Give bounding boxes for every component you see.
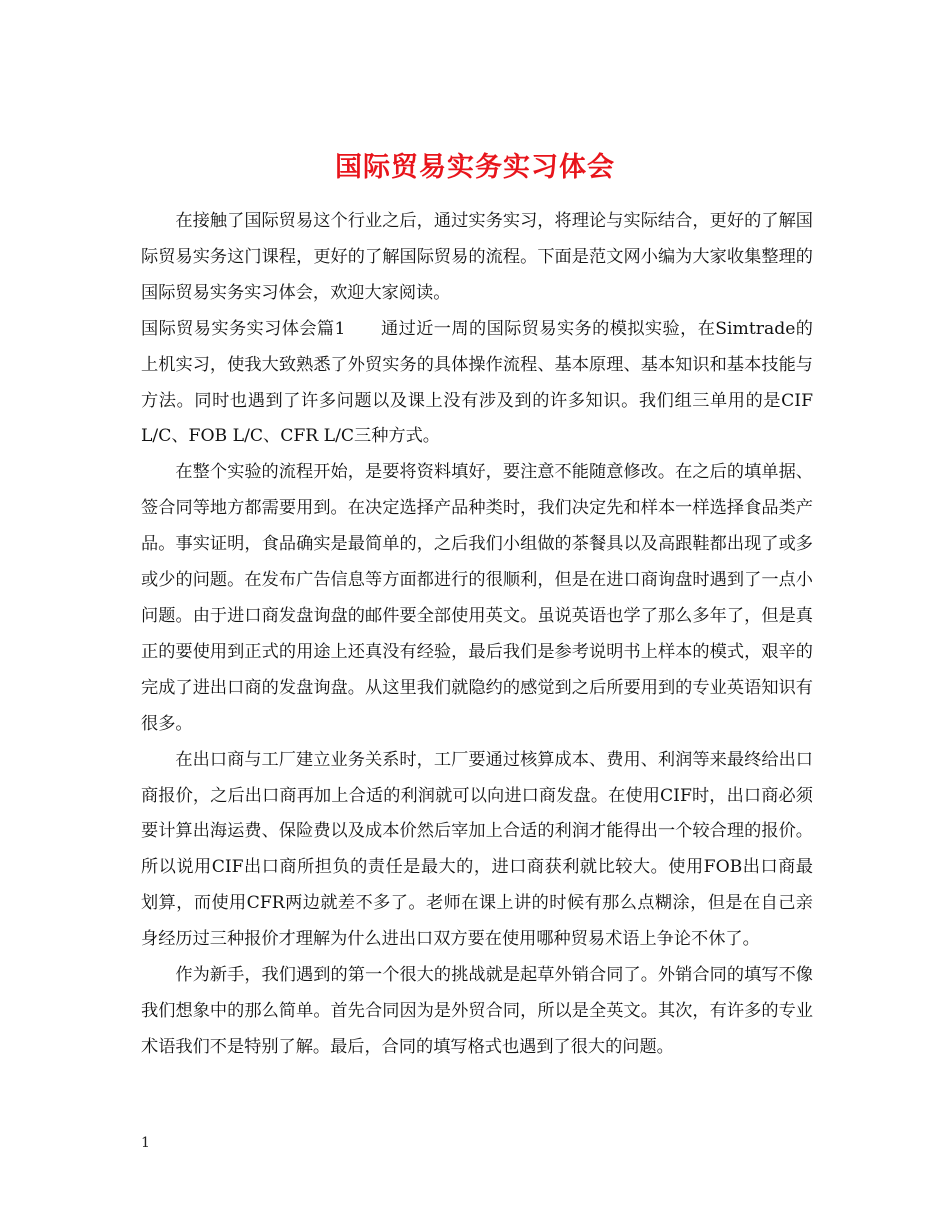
paragraph-quotation-terms: 在出口商与工厂建立业务关系时，工厂要通过核算成本、费用、利润等来最终给出口商报价，之后出口商再加上合适的利润就可以向进口商发盘。在使用CIF时，出口商必须要计算出海运费、保险费以及成本价然后宰加上合适的利润才能得出一个较合理的报价。所以说用CIF出口商所担负的责任是最大的，进口商获利就比较大。使用FOB出口商最划算，而使用CFR两边就差不多了。老师在课上讲的时候有那么点糊涂，但是在自己亲身经历过三种报价才理解为什么进出口双方要在使用哪种贸易术语上争论不休了。 <box>141 749 813 950</box>
paragraph-experiment-process: 在整个实验的流程开始，是要将资料填好，要注意不能随意修改。在之后的填单据、签合同等地方都需要用到。在决定选择产品种类时，我们决定先和样本一样选择食品类产品。事实证明，食品确实是最简单的，之后我们小组做的茶餐具以及高跟鞋都出现了或多或少的问题。在发布广告信息等方面都进行的很顺利，但是在进口商询盘时遇到了一点小问题。由于进口商发盘询盘的邮件要全部使用英文。虽说英语也学了那么多年了，但是真正的要使用到正式的用途上还真没有经验，最后我们是参考说明书上样本的模式，艰辛的完成了进出口商的发盘询盘。从这里我们就隐约的感觉到之后所要用到的专业英语知识有很多。 <box>141 462 813 734</box>
page-number: 1 <box>141 1135 150 1151</box>
paragraph-article-1-opening: 国际贸易实务实习体会篇1 通过近一周的国际贸易实务的模拟实验，在Simtrade的上机实习，使我大致熟悉了外贸实务的具体操作流程、基本原理、基本知识和基本技能与方法。同时也遇到了许多问题以及课上没有涉及到的许多知识。我们组三单用的是CIF L/C、FOB L/C、CFR L/C三种方式。 <box>141 318 813 447</box>
paragraph-contract-challenge: 作为新手，我们遇到的第一个很大的挑战就是起草外销合同了。外销合同的填写不像我们想象中的那么简单。首先合同因为是外贸合同，所以是全英文。其次，有许多的专业术语我们不是特别了解。最后，合同的填写格式也遇到了很大的问题。 <box>141 965 813 1057</box>
document-body <box>141 204 813 1066</box>
document-title: 国际贸易实务实习体会 <box>335 152 615 184</box>
paragraph-intro: 在接触了国际贸易这个行业之后，通过实务实习，将理论与实际结合，更好的了解国际贸易实务这门课程，更好的了解国际贸易的流程。下面是范文网小编为大家收集整理的国际贸易实务实习体会，欢迎大家阅读。 <box>141 211 813 303</box>
